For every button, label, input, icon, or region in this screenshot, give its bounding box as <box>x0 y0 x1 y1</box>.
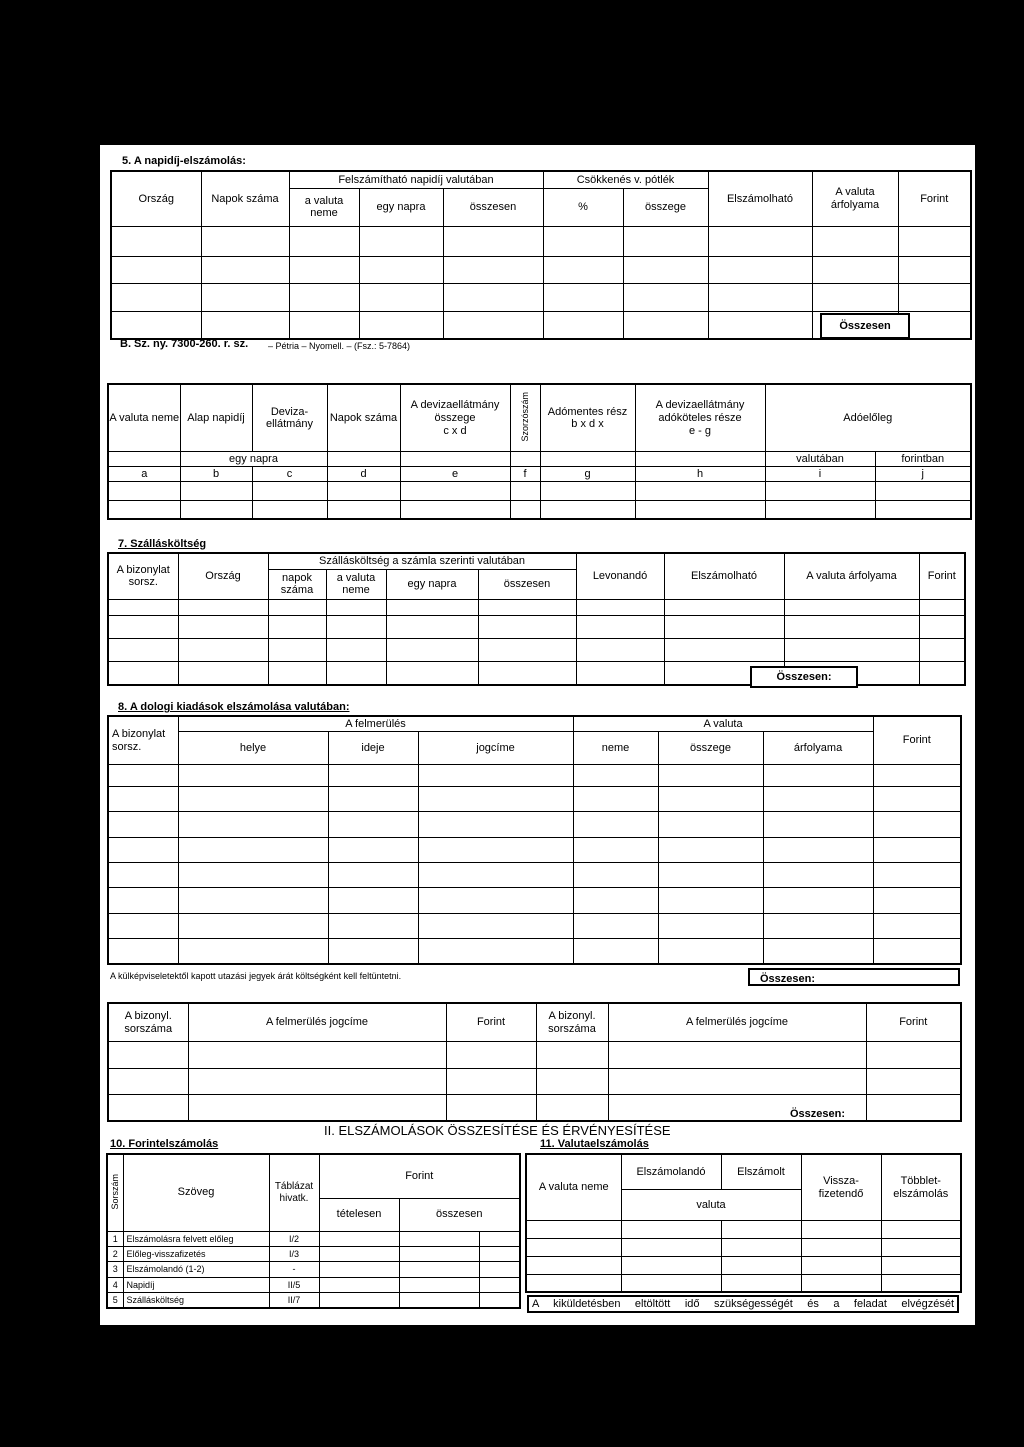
col-letter: c <box>252 467 327 482</box>
header-osszesen: összesen <box>478 570 576 599</box>
header-egy-napra: egy napra <box>386 570 478 599</box>
header-arfolyama: árfolyama <box>763 732 873 765</box>
header-devizaellatmany-osszege: A devizaellátmány összege c x d <box>400 384 510 452</box>
devizaellatmany-table <box>107 383 972 520</box>
header-alap-napidij: Alap napidíj <box>180 384 252 452</box>
row-number: 1 <box>107 1231 123 1246</box>
header-felmerules-jogcime: A felmerülés jogcíme <box>188 1003 446 1042</box>
col-letter: b <box>180 467 252 482</box>
header-egy-napra: egy napra <box>180 452 327 467</box>
dologi-sum-label: Összesen: <box>748 968 960 986</box>
header-jogcime: jogcíme <box>418 732 573 765</box>
header-bizonylat: A bizonylat sorsz. <box>108 553 178 599</box>
felmerules-table <box>107 1002 962 1122</box>
header-orszag: Ország <box>178 553 268 599</box>
header-napok: Napok száma <box>327 384 400 452</box>
header-szamla-szerinti: Szállásköltség a számla szerinti valutában <box>268 553 576 570</box>
col-letter: e <box>400 467 510 482</box>
header-visszafizetendo: Vissza-fizetendő <box>801 1154 881 1221</box>
header-tetelesen: tételesen <box>319 1198 399 1231</box>
col-letter: d <box>327 467 400 482</box>
jegy-note: A külképviseletektől kapott utazási jegyek árát költségként kell feltüntetni. <box>110 971 402 981</box>
header-elszamolhato: Elszámolható <box>664 553 784 599</box>
forintelszamolas-table <box>106 1153 521 1309</box>
header-bizonyl-sorszama-2: A bizonyl. sorszáma <box>536 1003 608 1042</box>
row-number: 3 <box>107 1262 123 1277</box>
form-id: B. Sz. ny. 7300-260. r. sz. <box>120 338 249 350</box>
header-forint: Forint <box>319 1154 520 1198</box>
row-text: Napidíj <box>123 1277 269 1292</box>
part-2-title: II. ELSZÁMOLÁSOK ÖSSZESÍTÉSE ÉS ÉRVÉNYESÍTÉSE <box>324 1123 671 1138</box>
col-letter: g <box>540 467 635 482</box>
valutaelszamolas-table <box>525 1153 962 1293</box>
header-adoeloleg: Adóelőleg <box>765 384 971 452</box>
section-10-title: 10. Forintelszámolás <box>110 1138 219 1150</box>
header-elszamolt: Elszámolt <box>721 1154 801 1190</box>
header-adomentes: Adómentes rész b x d x <box>540 384 635 452</box>
header-szorzoszam: Szorzószám <box>510 384 540 452</box>
szallas-sum-label: Összesen: <box>750 666 858 688</box>
header-osszege: összege <box>658 732 763 765</box>
form-page <box>100 145 975 1325</box>
header-a-valuta-neme: A valuta neme <box>108 384 180 452</box>
header-felmerules-jogcime-2: A felmerülés jogcíme <box>608 1003 866 1042</box>
header-ideje: ideje <box>328 732 418 765</box>
row-ref: II/7 <box>269 1293 319 1308</box>
row-text: Elszámolandó (1-2) <box>123 1262 269 1277</box>
napidij-sum-label: Összesen <box>820 313 910 339</box>
printer-note: – Pétria – Nyomell. – (Fsz.: 5-7864) <box>268 341 411 351</box>
header-tobblet: Többlet-elszámolás <box>881 1154 961 1221</box>
header-forintban: forintban <box>875 452 971 467</box>
header-levonando: Levonandó <box>576 553 664 599</box>
header-valuta-neme: a valuta neme <box>326 570 386 599</box>
row-text: Szállásköltség <box>123 1293 269 1308</box>
header-szoveg: Szöveg <box>123 1154 269 1231</box>
row-text: Elszámolásra felvett előleg <box>123 1231 269 1246</box>
row-text: Előleg-visszafizetés <box>123 1246 269 1261</box>
header-osszesen: összesen <box>399 1198 520 1231</box>
section-11-title: 11. Valutaelszámolás <box>540 1138 649 1150</box>
header-valutaban: valutában <box>765 452 875 467</box>
header-napok-szama: Napok száma <box>201 171 289 226</box>
row-ref: - <box>269 1262 319 1277</box>
header-helye: helye <box>178 732 328 765</box>
header-neme: neme <box>573 732 658 765</box>
header-arfolyam: A valuta árfolyama <box>784 553 919 599</box>
header-bizonylat: A bizonylat sorsz. <box>108 716 178 765</box>
header-felszamithato: Felszámítható napidíj valutában <box>289 171 543 189</box>
row-number: 2 <box>107 1246 123 1261</box>
header-forint: Forint <box>873 716 961 765</box>
header-napok-szama: napok száma <box>268 570 326 599</box>
header-felmerules: A felmerülés <box>178 716 573 732</box>
dologi-kiadasok-table <box>107 715 962 965</box>
row-ref: I/3 <box>269 1246 319 1261</box>
col-letter: j <box>875 467 971 482</box>
header-forint-2: Forint <box>866 1003 961 1042</box>
header-elszamolhato: Elszámolható <box>708 171 812 226</box>
col-letter: a <box>108 467 180 482</box>
header-tablazat: Táblázat hivatk. <box>269 1154 319 1231</box>
row-number: 4 <box>107 1277 123 1292</box>
col-letter: i <box>765 467 875 482</box>
section-5-title: 5. A napidíj-elszámolás: <box>122 155 246 167</box>
header-elszamolando: Elszámolandó <box>621 1154 721 1190</box>
header-sorszam: Sorszám <box>107 1154 123 1231</box>
header-szazalek: % <box>543 189 623 227</box>
header-forint: Forint <box>898 171 971 226</box>
row-ref: I/2 <box>269 1231 319 1246</box>
row-ref: II/5 <box>269 1277 319 1292</box>
header-devizaellatmany: Deviza-ellátmány <box>252 384 327 452</box>
header-adokoteles: A devizaellátmány adóköteles része e - g <box>635 384 765 452</box>
row-number: 5 <box>107 1293 123 1308</box>
header-valuta: A valuta <box>573 716 873 732</box>
col-letter: f <box>510 467 540 482</box>
header-csokkenes: Csökkenés v. pótlék <box>543 171 708 189</box>
col-letter: h <box>635 467 765 482</box>
header-bizonyl-sorszama: A bizonyl. sorszáma <box>108 1003 188 1042</box>
header-arfolyam: A valuta árfolyama <box>812 171 898 226</box>
header-forint: Forint <box>446 1003 536 1042</box>
header-valuta-neme: a valuta neme <box>289 189 359 227</box>
kikuldetes-footer: A kiküldetésben eltöltött idő szükségességét és a feladat elvégzését <box>527 1295 959 1313</box>
section-7-title: 7. Szállásköltség <box>118 538 207 550</box>
section-8-title: 8. A dologi kiadások elszámolása valutában: <box>118 701 350 713</box>
header-osszege: összege <box>623 189 708 227</box>
header-forint: Forint <box>919 553 965 599</box>
header-egy-napra: egy napra <box>359 189 443 227</box>
header-valuta: valuta <box>621 1190 801 1221</box>
header-orszag: Ország <box>111 171 201 226</box>
header-osszesen: összesen <box>443 189 543 227</box>
header-valuta-neme: A valuta neme <box>526 1154 621 1221</box>
felmerules-sum-label: Összesen: <box>790 1108 846 1120</box>
